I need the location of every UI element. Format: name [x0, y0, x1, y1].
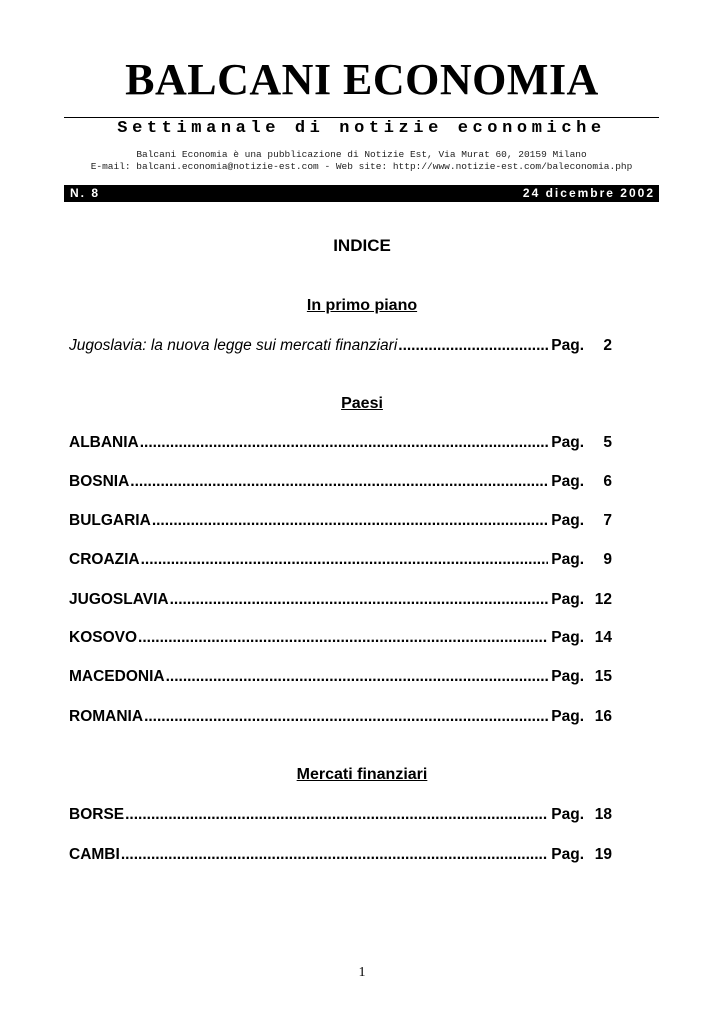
- toc-entry[interactable]: [69, 511, 612, 531]
- toc-entry-page: 7: [603, 512, 612, 529]
- toc-entry[interactable]: [69, 550, 612, 570]
- dot-leader: [140, 433, 549, 453]
- toc-entry-page: 18: [594, 806, 612, 823]
- pag-label: Pag.: [551, 846, 584, 863]
- toc-entry-title: Jugoslavia: la nuova legge sui mercati finanziari: [69, 337, 398, 354]
- masthead-title: BALCANI ECONOMIA: [125, 55, 599, 104]
- publication-info: [64, 149, 659, 173]
- pag-label: Pag.: [551, 551, 584, 568]
- dot-leader: [144, 707, 548, 727]
- toc-entry-page: 5: [603, 434, 612, 451]
- dot-leader: [398, 336, 548, 356]
- issue-bar: [64, 185, 659, 202]
- toc-entry-page: 6: [603, 473, 612, 490]
- dot-leader: [138, 628, 548, 648]
- pag-label: Pag.: [551, 337, 584, 354]
- toc-entry[interactable]: [69, 805, 612, 825]
- toc-entry[interactable]: [69, 845, 612, 865]
- pag-label: Pag.: [551, 591, 584, 608]
- toc-entry-page: 16: [594, 708, 612, 725]
- dot-leader: [166, 667, 549, 687]
- pag-label: Pag.: [551, 806, 584, 823]
- section-title-in-primo-piano: In primo piano: [306, 297, 418, 314]
- toc-entry-title: CAMBI: [69, 846, 120, 863]
- dot-leader: [170, 590, 549, 610]
- dot-leader: [152, 511, 548, 531]
- pag-label: Pag.: [551, 629, 584, 646]
- page-number: 1: [358, 965, 366, 980]
- pag-label: Pag.: [551, 708, 584, 725]
- dot-leader: [125, 805, 548, 825]
- publisher-line: Balcani Economia è una pubblicazione di Notizie Est, Via Murat 60, 20159 Milano: [136, 149, 587, 160]
- pag-label: Pag.: [551, 473, 584, 490]
- toc-entry[interactable]: [69, 707, 612, 727]
- issue-number: N. 8: [70, 186, 101, 200]
- toc-entry-title: BORSE: [69, 806, 125, 823]
- index-heading: INDICE: [333, 236, 391, 255]
- toc-entry-title: ALBANIA: [69, 434, 139, 451]
- issue-date: 24 dicembre 2002: [522, 186, 655, 200]
- pag-label: Pag.: [551, 434, 584, 451]
- toc-entry[interactable]: [69, 628, 612, 648]
- toc-entry[interactable]: [69, 667, 612, 687]
- toc-entry-title: KOSOVO: [69, 629, 138, 646]
- toc-entry-page: 15: [594, 668, 612, 685]
- toc-entry[interactable]: [69, 590, 612, 610]
- toc-entry[interactable]: [69, 433, 612, 453]
- toc-entry-title: MACEDONIA: [69, 668, 165, 685]
- toc-entry-page: 12: [594, 591, 612, 608]
- toc-entry-page: 19: [594, 846, 612, 863]
- toc-entry-title: ROMANIA: [69, 708, 144, 725]
- toc-entry-page: 2: [603, 337, 612, 354]
- pag-label: Pag.: [551, 668, 584, 685]
- toc-entry[interactable]: [69, 336, 612, 356]
- contact-line: E-mail: balcani.economia@notizie-est.com - Web site: http://www.notizie-est.com/baleconomia.php: [90, 161, 633, 172]
- toc-entry-page: 9: [603, 551, 612, 568]
- toc-entry-title: CROAZIA: [69, 551, 140, 568]
- masthead-subtitle: Settimanale di notizie economiche: [117, 119, 606, 138]
- toc-entry-title: BULGARIA: [69, 512, 151, 529]
- dot-leader: [141, 550, 549, 570]
- section-title-mercati-finanziari: Mercati finanziari: [296, 766, 428, 783]
- masthead-rule: [64, 117, 659, 118]
- toc-entry-title: JUGOSLAVIA: [69, 591, 169, 608]
- dot-leader: [130, 472, 548, 492]
- dot-leader: [121, 845, 548, 865]
- section-title-paesi: Paesi: [341, 395, 383, 412]
- toc-entry-title: BOSNIA: [69, 473, 130, 490]
- toc-entry[interactable]: [69, 472, 612, 492]
- pag-label: Pag.: [551, 512, 584, 529]
- toc-entry-page: 14: [594, 629, 612, 646]
